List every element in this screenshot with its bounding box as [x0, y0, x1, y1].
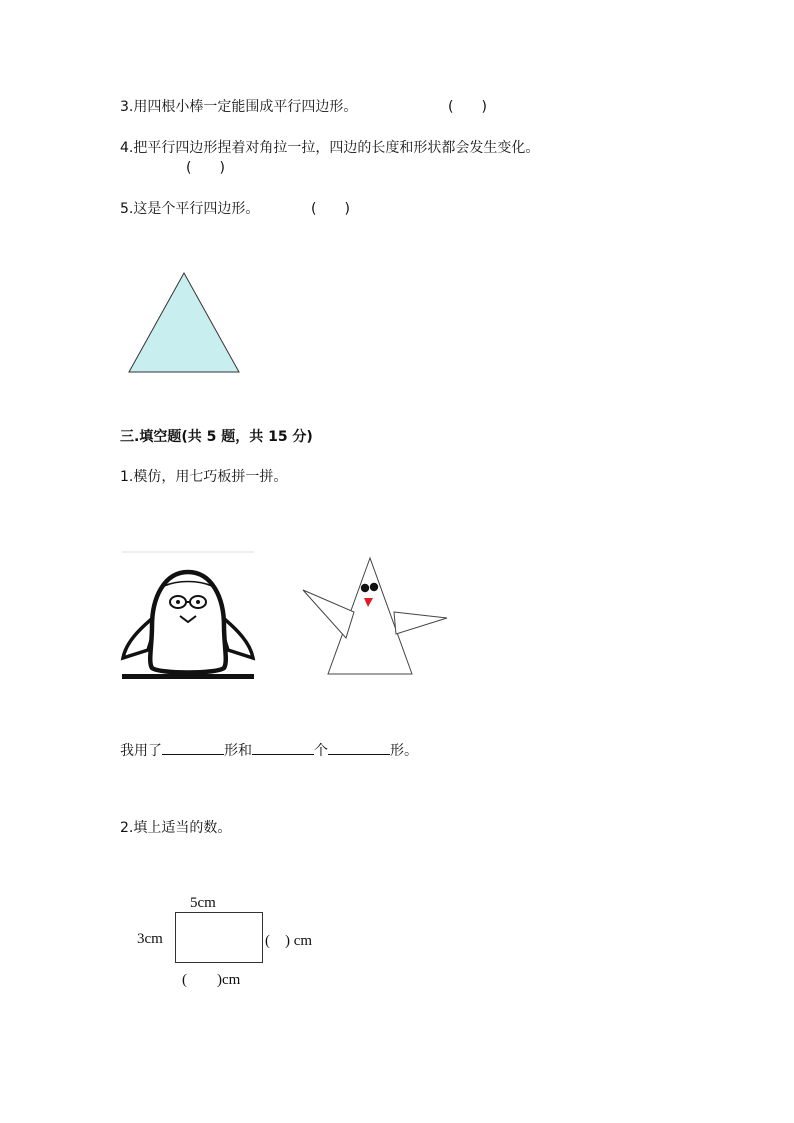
fill-question-1-prompt: 1.模仿，用七巧板拼一拼。 — [120, 469, 288, 485]
rectangle-bottom-label[interactable]: ( )cm — [182, 972, 241, 988]
answer-blank-3[interactable] — [328, 740, 390, 755]
fill-question-1-answer-line — [120, 740, 418, 760]
question-4-text: 4.把平行四边形捏着对角拉一拉，四边的长度和形状都会发生变化。 — [120, 140, 540, 156]
answer-part-1: 我用了 — [120, 743, 162, 759]
triangle-shape — [129, 273, 239, 372]
question-5-text: 5.这是个平行四边形。 — [120, 201, 260, 217]
penguin-image — [120, 550, 256, 682]
question-3-text: 3.用四根小棒一定能围成平行四边形。 — [120, 99, 358, 115]
section-title: 三.填空题(共 5 题，共 15 分) — [120, 429, 313, 445]
rectangle-top-label: 5cm — [190, 895, 216, 911]
question-3-answer-paren[interactable]: ( ) — [448, 99, 487, 115]
answer-part-2: 形和 — [224, 743, 252, 759]
answer-blank-2[interactable] — [252, 740, 314, 755]
answer-blank-1[interactable] — [162, 740, 224, 755]
tangram-bird-image — [300, 556, 450, 678]
rectangle-left-label: 3cm — [137, 931, 163, 947]
rectangle-shape — [175, 912, 263, 963]
fill-question-2-prompt: 2.填上适当的数。 — [120, 820, 232, 836]
answer-part-3: 个 — [314, 743, 328, 759]
answer-part-4: 形。 — [390, 743, 418, 759]
rectangle-right-label[interactable]: ( ) cm — [265, 933, 313, 949]
question-5-answer-paren[interactable]: ( ) — [311, 201, 350, 217]
question-4-answer-paren[interactable]: ( ) — [186, 160, 225, 176]
